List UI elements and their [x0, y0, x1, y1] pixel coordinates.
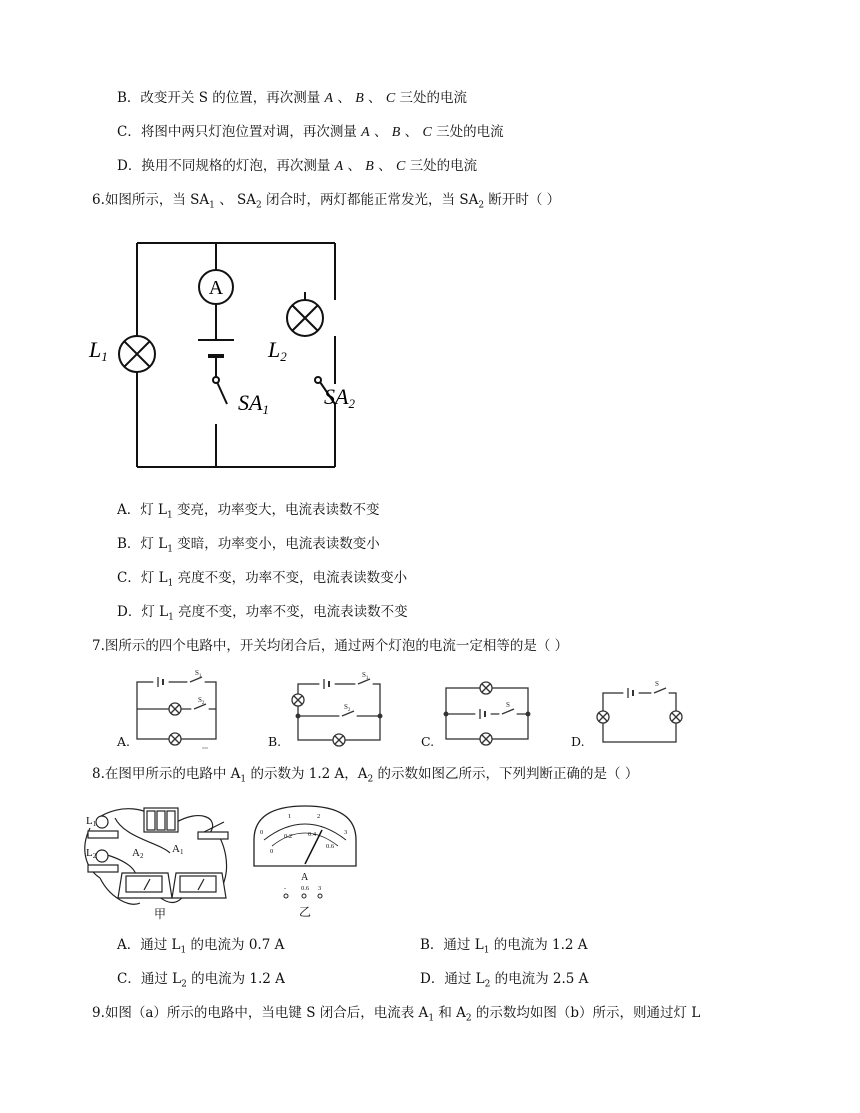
subscript: 1	[167, 544, 173, 555]
ammeter-dial-icon	[254, 806, 356, 866]
battery-icon	[198, 340, 234, 356]
terminal-label: 0.6	[301, 885, 310, 892]
option-text: B．灯 L	[117, 536, 168, 552]
figure-jia-label: 甲	[153, 907, 167, 921]
lamp-l2-label: L2	[86, 847, 97, 860]
option-text: 变亮，功率变大，电流表读数不变	[172, 502, 380, 518]
switch-s2-label: $S_2$	[344, 703, 351, 713]
dial-tick: 0	[270, 848, 274, 855]
var-b: B	[365, 159, 374, 174]
q5-option-b	[117, 88, 467, 109]
option-text: B．通过 L	[420, 937, 484, 953]
q7-label-c: C.	[421, 734, 435, 749]
option-text: C．将图中两只灯泡位置对调，再次测量	[117, 124, 362, 140]
ammeter-a1-label: A1	[172, 843, 184, 856]
var-c: C	[395, 159, 406, 174]
subscript: 2	[484, 979, 491, 990]
stem-text: 和 A	[434, 1005, 466, 1021]
separator: 、	[333, 90, 356, 106]
var-a: A	[361, 125, 370, 140]
subscript: 1	[167, 578, 174, 589]
switch-s2-label: $S_2$	[198, 696, 205, 706]
ammeter-icon	[199, 270, 233, 304]
separator: 、	[373, 158, 396, 174]
q7-circuits-figure	[110, 664, 710, 754]
dial-unit: A	[301, 872, 309, 883]
subscript: 2	[181, 979, 187, 990]
circuit-d-diagram	[597, 688, 682, 742]
ammeter-a2-label: A2	[132, 847, 144, 860]
separator: 、	[369, 124, 392, 140]
switch-sa1-label: SA1	[238, 390, 269, 417]
ammeter-a1-icon	[172, 873, 226, 898]
q6-option-b	[117, 534, 380, 560]
option-text: C．灯 L	[117, 570, 168, 586]
subscript: 2	[465, 1013, 472, 1024]
subscript: 1	[167, 510, 173, 521]
subscript: 1	[240, 774, 247, 785]
separator: 、	[363, 90, 386, 106]
lamp-l1-label: L1	[86, 815, 97, 828]
stem-text: 、 SA	[214, 192, 256, 208]
option-text: 变暗，功率变小，电流表读数变小	[172, 536, 380, 552]
option-text: A．通过 L	[117, 937, 181, 953]
option-text: 的电流为 1.2 A	[186, 971, 285, 987]
stem-text: 9.如图（a）所示的电路中，当电键 S 闭合后，电流表 A	[92, 1005, 429, 1021]
switch-sa1-icon	[213, 377, 227, 414]
lamp-l1-label: L1	[89, 337, 108, 364]
separator: 、	[343, 158, 366, 174]
var-b: B	[355, 91, 364, 106]
q7-stem: 7.图所示的四个电路中，开关均闭合后，通过两个灯泡的电流一定相等的是（ ）	[92, 638, 569, 654]
option-text: 亮度不变，功率不变，电流表读数不变	[173, 604, 408, 620]
dial-tick: 0.2	[284, 833, 293, 840]
terminal-label: 3	[318, 885, 322, 892]
option-text: 的电流为 0.7 A	[186, 937, 285, 953]
var-b: B	[391, 125, 401, 140]
q6-option-a	[117, 500, 380, 526]
q6-option-c	[117, 568, 407, 594]
ammeter-label: A	[208, 277, 224, 299]
q8-stem	[92, 764, 638, 790]
option-text: 三处的电流	[431, 124, 504, 140]
q5-option-d	[117, 156, 477, 177]
dial-tick: 2	[317, 813, 321, 820]
q8-figure-yi	[250, 800, 365, 920]
option-text: 的电流为 2.5 A	[490, 971, 589, 987]
subscript: 1	[428, 1013, 435, 1024]
circuit-b-diagram	[292, 679, 382, 746]
q8-option-b	[420, 935, 588, 961]
dial-tick: 1	[288, 813, 292, 820]
var-a: A	[334, 159, 344, 174]
option-text: B．改变开关 S 的位置，再次测量	[117, 90, 325, 106]
lamp-l2-icon	[287, 300, 323, 336]
dial-tick: 0.6	[326, 843, 335, 850]
option-text: 的电流为 1.2 A	[489, 937, 588, 953]
q6-option-d	[117, 602, 408, 628]
q6-stem	[92, 190, 560, 216]
q7-label-a: A.	[117, 734, 131, 749]
subscript: 1	[168, 612, 174, 623]
option-text: D．灯 L	[117, 604, 169, 620]
q6-circuit-figure	[86, 232, 376, 477]
stem-text: 闭合时，两灯都能正常发光，当 SA	[261, 192, 479, 208]
var-a: A	[324, 91, 334, 106]
var-c: C	[422, 125, 432, 140]
stem-text: 的示数如图乙所示，下列判断正确的是（ ）	[373, 766, 639, 782]
q9-stem	[92, 1003, 700, 1029]
terminal-label: -	[284, 885, 287, 892]
separator: 、	[400, 124, 423, 140]
switch-s1-label: $S_1$	[195, 669, 202, 679]
option-text: A．灯 L	[117, 502, 168, 518]
dial-tick: 0	[260, 829, 264, 836]
var-c: C	[385, 91, 396, 106]
subscript: 1	[180, 945, 187, 956]
switch-s1-label: $S_1$	[362, 671, 369, 681]
lamp-l1-icon	[119, 336, 155, 372]
ammeter-a2-icon	[118, 873, 172, 898]
dial-tick: 3	[344, 829, 348, 836]
q8-option-c	[117, 969, 285, 995]
q7-label-d: D.	[571, 734, 585, 749]
option-text: D．换用不同规格的灯泡，再次测量	[117, 158, 335, 174]
stem-text: 8.在图甲所示的电路中 A	[92, 766, 241, 782]
switch-s-label: S	[655, 680, 659, 688]
stem-text: 断开时（ ）	[484, 192, 561, 208]
dial-tick: 0.4	[308, 831, 317, 838]
q8-option-d	[420, 969, 588, 995]
q7-label-b: B.	[268, 734, 282, 749]
stem-text: 6.如图所示，当 SA	[92, 192, 210, 208]
figure-yi-label: 乙	[298, 905, 312, 919]
q5-option-c	[117, 122, 504, 143]
option-text: C．通过 L	[117, 971, 182, 987]
circuit-c-diagram	[444, 682, 530, 745]
circuit-a-diagram	[137, 677, 216, 745]
subscript: 1	[483, 945, 490, 956]
option-text: 亮度不变，功率不变，电流表读数变小	[173, 570, 408, 586]
battery-icon	[144, 808, 178, 832]
q8-figure-jia	[80, 798, 240, 923]
subscript: 2	[478, 200, 485, 211]
q8-option-a	[117, 935, 284, 961]
subscript: 2	[256, 200, 262, 211]
option-text: 三处的电流	[405, 158, 478, 174]
stem-text: 的示数为 1.2 A，A	[246, 766, 368, 782]
subscript: 2	[367, 774, 374, 785]
lamp-l2-label: L2	[268, 337, 287, 364]
option-text: D．通过 L	[420, 971, 485, 987]
subscript: 1	[209, 200, 215, 211]
switch-sa2-label: SA2	[324, 384, 355, 411]
option-text: 三处的电流	[395, 90, 467, 106]
stem-text: 的示数均如图（b）所示，则通过灯 L	[471, 1005, 701, 1021]
switch-s-label: S	[506, 701, 510, 709]
